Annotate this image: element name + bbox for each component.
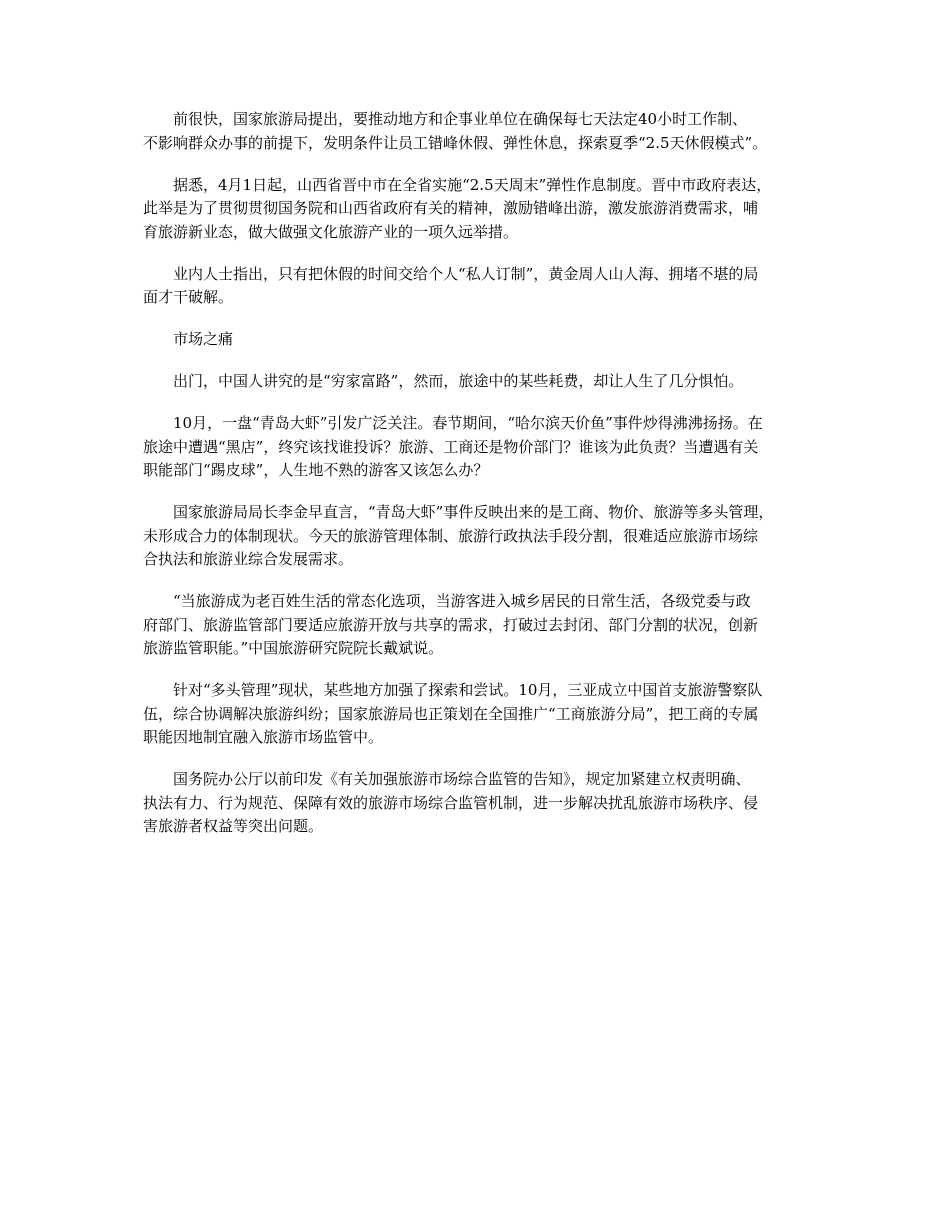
paragraph-5: 出门，中国人讲究的是“穷家富路”，然而，旅途中的某些耗费，却让人生了几分惧怕。 (173, 372, 744, 390)
paragraph-2: 据悉，4月1日起，山西省晋中市在全省实施“2.5天周末”弹性作息制度。晋中市政府表达， 此举是为了贯彻贯彻国务院和山西省政府有关的精神，激励错峰出游，激发旅游消费需求，哺 育旅游新业态，做大做强文化旅游产业的一项久远举措。 (143, 175, 772, 241)
paragraph-6: 10月，一盘“青岛大虾”引发广泛关注。春节期间，“哈尔滨天价鱼”事件炒得沸沸扬扬。在 旅途中遭遇“黑店”，终究该找谁投诉？旅游、工商还是物价部门？谁该为此负责？当遭遇有关 职能部门“踢皮球”，人生地不熟的游客又该怎么办？ (143, 414, 763, 479)
paragraph-7: 国家旅游局局长李金早直言，“青岛大虾”事件反映出来的是工商、物价、旅游等多头管理， 未形成合力的体制现状。今天的旅游管理体制、旅游行政执法手段分割，很难适应旅游市场综 合执法和旅游业综合发展需求。 (143, 503, 774, 568)
section-heading: 市场之痛 (173, 330, 234, 348)
paragraph-1: 前很快，国家旅游局提出，要推动地方和企事业单位在确保每七天法定40小时工作制、 不影响群众办事的前提下，发明条件让员工错峰休假、弹性休息，探索夏季“2.5天休假模式”。 (143, 110, 768, 152)
document-page (143, 108, 810, 857)
paragraph-9: 针对“多头管理”现状，某些地方加强了探索和尝试。10月，三亚成立中国首支旅游警察队 伍，综合协调解决旅游纠纷；国家旅游局也正策划在全国推广“工商旅游分局”，把工商的专属 职能因地制宜融入旅游市场监管中。 (143, 681, 763, 746)
paragraph-10: 国务院办公厅以前印发《有关加强旅游市场综合监管的告知》，规定加紧建立权责明确、 执法有力、行为规范、保障有效的旅游市场综合监管机制，进一步解决扰乱旅游市场秩序、侵 害旅游者权益等突出问题。 (143, 770, 759, 835)
paragraph-3: 业内人士指出，只有把休假的时间交给个人“私人订制”，黄金周人山人海、拥堵不堪的局 面才干破解。 (143, 264, 759, 306)
paragraph-8: “当旅游成为老百姓生活的常态化选项，当游客进入城乡居民的日常生活，各级党委与政 府部门、旅游监管部门要适应旅游开放与共享的需求，打破过去封闭、部门分割的状况，创新 旅游监管职能。”中国旅游研究院院长戴斌说。 (143, 592, 759, 657)
